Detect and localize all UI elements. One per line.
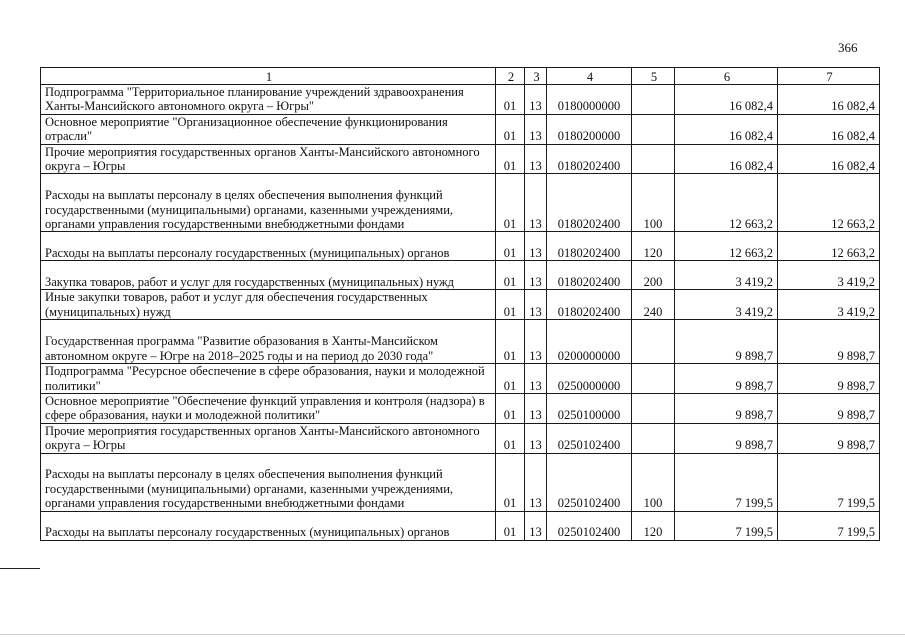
amount-col6-cell: 3 419,2 — [675, 261, 778, 290]
header-row — [41, 68, 880, 85]
table-row — [41, 114, 880, 144]
subsection-code-cell: 13 — [525, 114, 547, 144]
expense-type-cell — [632, 114, 675, 144]
header-col-7: 7 — [778, 68, 880, 85]
section-code-cell: 01 — [496, 320, 525, 364]
page-number: 366 — [838, 40, 858, 55]
header-col-1: 1 — [41, 68, 496, 85]
section-code-cell: 01 — [496, 114, 525, 144]
section-code-cell: 01 — [496, 232, 525, 261]
target-article-cell: 0180202400 — [547, 144, 632, 174]
section-code-cell: 01 — [496, 261, 525, 290]
expense-type-cell — [632, 320, 675, 364]
expense-type-cell: 120 — [632, 511, 675, 540]
section-code-cell: 01 — [496, 453, 525, 511]
subsection-code-cell: 13 — [525, 261, 547, 290]
row-name-cell: Государственная программа "Развитие образования в Ханты-Мансийском автономном округе – Югре на 2018–2025 годы и на период до 2030 года" — [41, 320, 496, 364]
row-name-cell: Иные закупки товаров, работ и услуг для обеспечения государственных (муниципальных) нужд — [41, 290, 496, 320]
amount-col7-cell: 9 898,7 — [778, 320, 880, 364]
target-article-cell: 0180000000 — [547, 85, 632, 115]
table-body — [41, 85, 880, 541]
section-code-cell: 01 — [496, 144, 525, 174]
expense-type-cell: 240 — [632, 290, 675, 320]
amount-col6-cell: 3 419,2 — [675, 290, 778, 320]
table-row — [41, 261, 880, 290]
budget-table — [40, 67, 880, 541]
expense-type-cell: 120 — [632, 232, 675, 261]
amount-col7-cell: 7 199,5 — [778, 511, 880, 540]
header-col-2: 2 — [496, 68, 525, 85]
amount-col7-cell: 3 419,2 — [778, 261, 880, 290]
row-name-cell: Расходы на выплаты персоналу государственных (муниципальных) органов — [41, 511, 496, 540]
target-article-cell: 0180202400 — [547, 232, 632, 261]
table-row — [41, 174, 880, 232]
expense-type-cell — [632, 144, 675, 174]
row-name-cell: Прочие мероприятия государственных органов Ханты-Мансийского автономного округа – Югры — [41, 423, 496, 453]
section-code-cell: 01 — [496, 290, 525, 320]
target-article-cell: 0250100000 — [547, 394, 632, 424]
subsection-code-cell: 13 — [525, 85, 547, 115]
amount-col6-cell: 12 663,2 — [675, 232, 778, 261]
amount-col7-cell: 12 663,2 — [778, 232, 880, 261]
row-name-cell: Подпрограмма "Территориальное планирование учреждений здравоохранения Ханты-Мансийского автономного округа – Югры" — [41, 85, 496, 115]
row-name-cell: Основное мероприятие "Организационное обеспечение функционирования отрасли" — [41, 114, 496, 144]
expense-type-cell — [632, 423, 675, 453]
table-row — [41, 453, 880, 511]
table-row — [41, 364, 880, 394]
amount-col6-cell: 16 082,4 — [675, 144, 778, 174]
expense-type-cell: 100 — [632, 453, 675, 511]
expense-type-cell: 100 — [632, 174, 675, 232]
table-row — [41, 394, 880, 424]
amount-col7-cell: 16 082,4 — [778, 144, 880, 174]
table-row — [41, 85, 880, 115]
amount-col6-cell: 9 898,7 — [675, 423, 778, 453]
subsection-code-cell: 13 — [525, 423, 547, 453]
subsection-code-cell: 13 — [525, 511, 547, 540]
target-article-cell: 0180202400 — [547, 261, 632, 290]
amount-col6-cell: 9 898,7 — [675, 320, 778, 364]
row-name-cell: Прочие мероприятия государственных органов Ханты-Мансийского автономного округа – Югры — [41, 144, 496, 174]
expense-type-cell: 200 — [632, 261, 675, 290]
subsection-code-cell: 13 — [525, 453, 547, 511]
section-code-cell: 01 — [496, 364, 525, 394]
amount-col6-cell: 12 663,2 — [675, 174, 778, 232]
expense-type-cell — [632, 394, 675, 424]
section-code-cell: 01 — [496, 394, 525, 424]
header-col-3: 3 — [525, 68, 547, 85]
amount-col6-cell: 7 199,5 — [675, 511, 778, 540]
expense-type-cell — [632, 364, 675, 394]
row-name-cell: Закупка товаров, работ и услуг для государственных (муниципальных) нужд — [41, 261, 496, 290]
table-row — [41, 144, 880, 174]
amount-col7-cell: 9 898,7 — [778, 394, 880, 424]
header-col-4: 4 — [547, 68, 632, 85]
amount-col6-cell: 9 898,7 — [675, 394, 778, 424]
table-row — [41, 320, 880, 364]
target-article-cell: 0180202400 — [547, 290, 632, 320]
target-article-cell: 0250102400 — [547, 453, 632, 511]
row-name-cell: Расходы на выплаты персоналу в целях обеспечения выполнения функций государственными (муниципальными) органами, казенными учреждениями, органами управления государственными внебюджетными фондами — [41, 453, 496, 511]
page-edge — [0, 634, 905, 635]
row-name-cell: Основное мероприятие "Обеспечение функций управления и контроля (надзора) в сфере образования, науки и молодежной политики" — [41, 394, 496, 424]
row-name-cell: Подпрограмма "Ресурсное обеспечение в сфере образования, науки и молодежной политики" — [41, 364, 496, 394]
target-article-cell: 0250102400 — [547, 511, 632, 540]
subsection-code-cell: 13 — [525, 290, 547, 320]
expense-type-cell — [632, 85, 675, 115]
target-article-cell: 0200000000 — [547, 320, 632, 364]
section-code-cell: 01 — [496, 511, 525, 540]
margin-rule — [0, 568, 40, 569]
subsection-code-cell: 13 — [525, 232, 547, 261]
amount-col7-cell: 12 663,2 — [778, 174, 880, 232]
amount-col7-cell: 7 199,5 — [778, 453, 880, 511]
amount-col6-cell: 7 199,5 — [675, 453, 778, 511]
amount-col7-cell: 16 082,4 — [778, 85, 880, 115]
row-name-cell: Расходы на выплаты персоналу в целях обеспечения выполнения функций государственными (муниципальными) органами, казенными учреждениями, органами управления государственными внебюджетными фондами — [41, 174, 496, 232]
section-code-cell: 01 — [496, 423, 525, 453]
row-name-cell: Расходы на выплаты персоналу государственных (муниципальных) органов — [41, 232, 496, 261]
amount-col6-cell: 9 898,7 — [675, 364, 778, 394]
subsection-code-cell: 13 — [525, 394, 547, 424]
amount-col7-cell: 9 898,7 — [778, 364, 880, 394]
target-article-cell: 0250102400 — [547, 423, 632, 453]
subsection-code-cell: 13 — [525, 364, 547, 394]
table-row — [41, 290, 880, 320]
target-article-cell: 0250000000 — [547, 364, 632, 394]
subsection-code-cell: 13 — [525, 144, 547, 174]
header-col-5: 5 — [632, 68, 675, 85]
table-row — [41, 511, 880, 540]
section-code-cell: 01 — [496, 85, 525, 115]
amount-col7-cell: 9 898,7 — [778, 423, 880, 453]
table-row — [41, 232, 880, 261]
amount-col7-cell: 16 082,4 — [778, 114, 880, 144]
target-article-cell: 0180200000 — [547, 114, 632, 144]
amount-col6-cell: 16 082,4 — [675, 114, 778, 144]
target-article-cell: 0180202400 — [547, 174, 632, 232]
header-col-6: 6 — [675, 68, 778, 85]
subsection-code-cell: 13 — [525, 174, 547, 232]
amount-col7-cell: 3 419,2 — [778, 290, 880, 320]
table-row — [41, 423, 880, 453]
amount-col6-cell: 16 082,4 — [675, 85, 778, 115]
subsection-code-cell: 13 — [525, 320, 547, 364]
section-code-cell: 01 — [496, 174, 525, 232]
